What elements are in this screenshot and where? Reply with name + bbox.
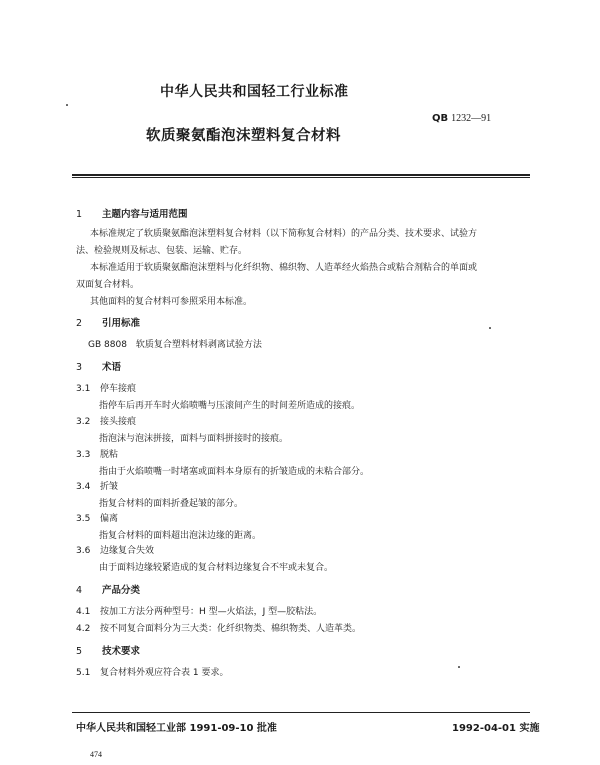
paragraph-line: 其他面料的复合材料可参照采用本标准。 xyxy=(90,297,253,307)
scan-speck xyxy=(458,666,460,668)
section-1-heading xyxy=(76,206,188,220)
section-title: 术语 xyxy=(102,362,122,373)
standard-code-prefix: QB xyxy=(432,113,449,124)
term-definition: 指复合材料的面料超出泡沫边缘的距离。 xyxy=(99,531,262,541)
term-definition: 指停车后再开车时火焰喷嘴与压滚间产生的时间差所造成的接痕。 xyxy=(99,401,361,411)
document-title: 软质聚氨酯泡沫塑料复合材料 xyxy=(146,128,341,144)
term-name: 折皱 xyxy=(100,482,119,492)
approval-line: 中华人民共和国轻工业部 1991-09-10 批准 xyxy=(76,723,277,734)
scan-speck xyxy=(66,104,68,106)
reference-standard: GB 8808 软质复合塑料材料剥离试验方法 xyxy=(88,340,262,350)
section-title: 主题内容与适用范围 xyxy=(102,209,188,220)
section-number: 1 xyxy=(76,209,83,220)
paragraph-line: 双面复合材料。 xyxy=(76,280,140,290)
standard-code-number: 1232—91 xyxy=(451,113,492,124)
implementation-date: 1992-04-01 实施 xyxy=(452,723,540,734)
term-number: 3.2 xyxy=(76,417,91,427)
page-number: 474 xyxy=(90,750,102,759)
term-heading xyxy=(76,479,118,492)
clause-item xyxy=(76,621,361,634)
paragraph-line: 本标准规定了软质聚氨酯泡沫塑料复合材料（以下简称复合材料）的产品分类、技术要求、试验方 xyxy=(90,229,478,239)
term-definition: 由于面料边缘较紧造成的复合材料边缘复合不牢或未复合。 xyxy=(99,563,334,573)
clause-text: 按不同复合面料分为三大类：化纤织物类、棉织物类、人造革类。 xyxy=(100,624,362,634)
section-4-heading xyxy=(76,582,140,596)
term-name: 脱粘 xyxy=(100,450,119,460)
clause-text: 复合材料外观应符合表 1 要求。 xyxy=(100,668,229,678)
section-number: 3 xyxy=(76,362,83,373)
term-heading xyxy=(76,543,154,556)
header-rule-thick xyxy=(72,174,530,176)
clause-number: 4.2 xyxy=(76,624,91,634)
term-number: 3.3 xyxy=(76,450,91,460)
section-number: 5 xyxy=(76,646,83,657)
term-number: 3.5 xyxy=(76,514,91,524)
term-heading xyxy=(76,414,136,427)
footer-rule xyxy=(72,712,530,713)
term-name: 停车接痕 xyxy=(100,384,137,394)
term-number: 3.6 xyxy=(76,546,91,556)
paragraph-line: 本标准适用于软质聚氨酯泡沫塑料与化纤织物、棉织物、人造革经火焰热合或粘合剂粘合的单面或 xyxy=(90,263,478,273)
term-definition: 指由于火焰喷嘴一时堵塞或面料本身原有的折皱造成的未粘合部分。 xyxy=(99,467,370,477)
clause-item xyxy=(76,604,322,617)
term-heading xyxy=(76,381,136,394)
section-title: 产品分类 xyxy=(102,585,141,596)
term-definition: 指泡沫与泡沫拼接，面料与面料拼接时的接痕。 xyxy=(99,434,289,444)
term-number: 3.1 xyxy=(76,384,91,394)
term-heading xyxy=(76,447,118,460)
term-name: 偏离 xyxy=(100,514,119,524)
section-5-heading xyxy=(76,643,140,657)
term-name: 接头接痕 xyxy=(100,417,137,427)
paragraph-line: 法、检验规则及标志、包装、运输、贮存。 xyxy=(76,246,248,256)
section-number: 2 xyxy=(76,318,83,329)
term-name: 边缘复合失效 xyxy=(100,546,155,556)
section-title: 引用标准 xyxy=(102,318,141,329)
section-2-heading xyxy=(76,315,140,329)
clause-text: 按加工方法分两种型号：H 型—火焰法，J 型—胶粘法。 xyxy=(100,607,323,617)
clause-item xyxy=(76,665,228,678)
clause-number: 4.1 xyxy=(76,607,91,617)
header-rule-thin xyxy=(72,177,530,178)
term-heading xyxy=(76,511,118,524)
standard-number xyxy=(432,113,491,124)
section-title: 技术要求 xyxy=(102,646,141,657)
section-3-heading xyxy=(76,359,121,373)
section-number: 4 xyxy=(76,585,83,596)
issuer-heading: 中华人民共和国轻工行业标准 xyxy=(160,84,349,100)
term-definition: 指复合材料的面料折叠起皱的部分。 xyxy=(99,499,244,509)
clause-number: 5.1 xyxy=(76,668,91,678)
term-number: 3.4 xyxy=(76,482,91,492)
scan-speck xyxy=(489,327,491,329)
